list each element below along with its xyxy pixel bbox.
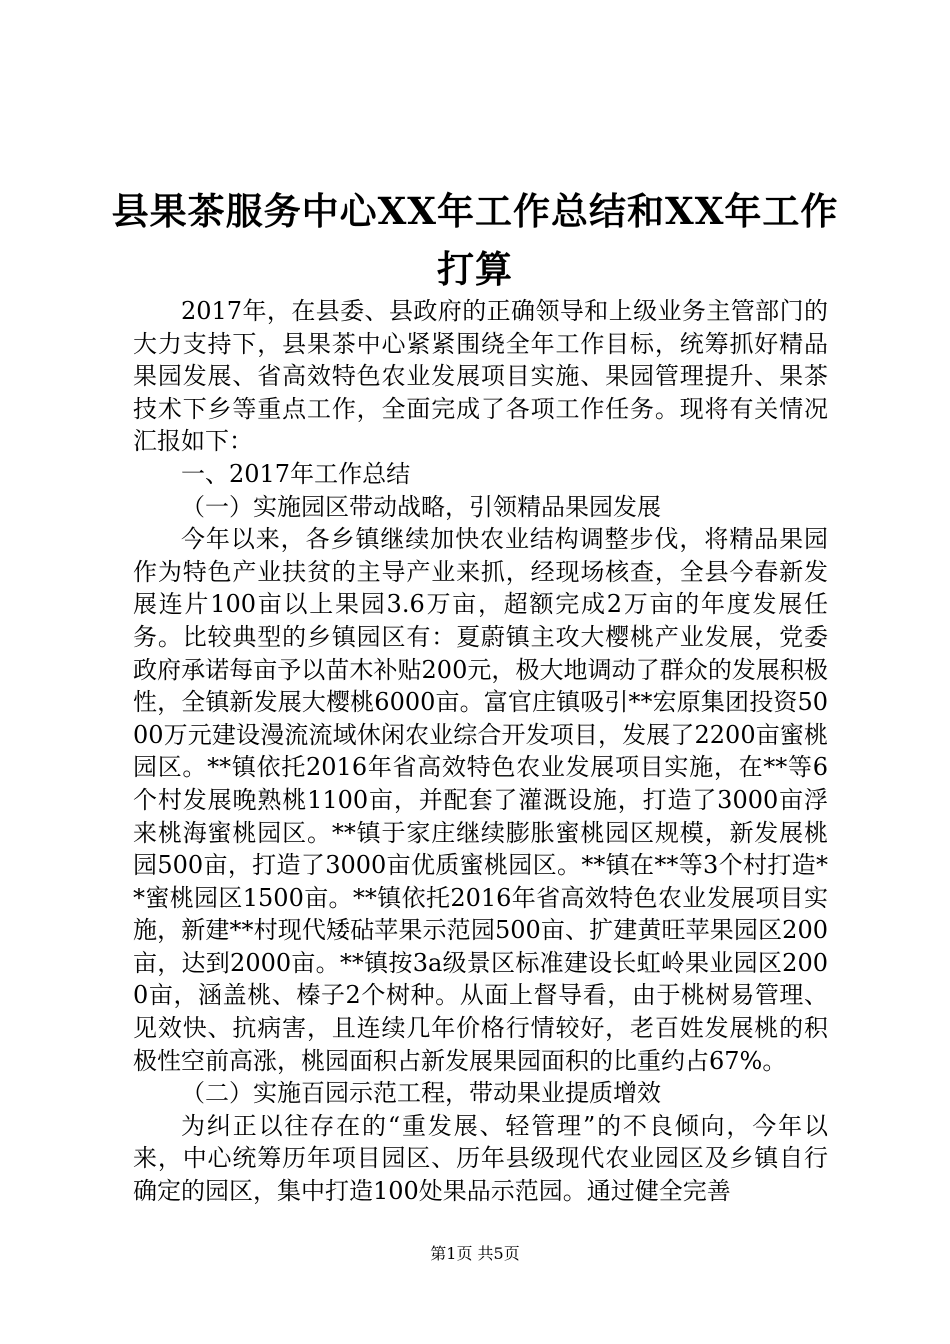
subsection-heading-1: （一）实施园区带动战略，引领精品果园发展 bbox=[181, 492, 661, 521]
section-heading-1: 一、2017年工作总结 bbox=[181, 459, 411, 488]
document-title: 县果茶服务中心XX年工作总结和XX年工作打算 bbox=[111, 189, 839, 291]
body-paragraph-1: 今年以来，各乡镇继续加快农业结构调整步伐，将精品果园作为特色产业扶贫的主导产业来抓，经现场核查，全县今春新发展连片100亩以上果园3.6万亩，超额完成2万亩的年度发展任务。比较典型的乡镇园区有：夏蔚镇主攻大樱桃产业发展，党委政府承诺每亩予以苗木补贴200元，极大地调动了群众的发展积极性，全镇新发展大樱桃6000亩。富官庄镇吸引**宏原集团投资5000万元建设漫流流域休闲农业综合开发项目，发展了2200亩蜜桃园区。**镇依托2016年省高效特色农业发展项目实施，在**等6个村发展晚熟桃1100亩，并配套了灌溉设施，打造了3000亩浮来桃海蜜桃园区。**镇于家庄继续膨胀蜜桃园区规模，新发展桃园500亩，打造了3000亩优质蜜桃园区。**镇在**等3个村打造**蜜桃园区1500亩。**镇依托2016年省高效特色农业发展项目实施，新建**村现代矮砧苹果示范园500亩、扩建黄旺苹果园区200亩，达到2000亩。**镇按3a级景区标准建设长虹岭果业园区2000亩，涵盖桃、榛子2个树种。从面上督导看，由于桃树易管理、见效快、抗病害，且连续几年价格行情较好，老百姓发展桃的积极性空前高涨，桃园面积占新发展果园面积的比重约占67%。 bbox=[133, 525, 828, 1075]
body-paragraph-2: 为纠正以往存在的“重发展、轻管理”的不良倾向，今年以来，中心统筹历年项目园区、历年县级现代农业园区及乡镇自行确定的园区，集中打造100处果品示范园。通过健全完善 bbox=[133, 1111, 828, 1206]
document-body bbox=[133, 295, 828, 1208]
intro-paragraph: 2017年，在县委、县政府的正确领导和上级业务主管部门的大力支持下，县果茶中心紧紧围绕全年工作目标，统筹抓好精品果园发展、省高效特色农业发展项目实施、果园管理提升、果茶技术下乡等重点工作，全面完成了各项工作任务。现将有关情况汇报如下： bbox=[133, 297, 828, 456]
page-footer: 第1页 共5页 bbox=[430, 1244, 520, 1263]
subsection-heading-2: （二）实施百园示范工程，带动果业提质增效 bbox=[181, 1079, 661, 1108]
